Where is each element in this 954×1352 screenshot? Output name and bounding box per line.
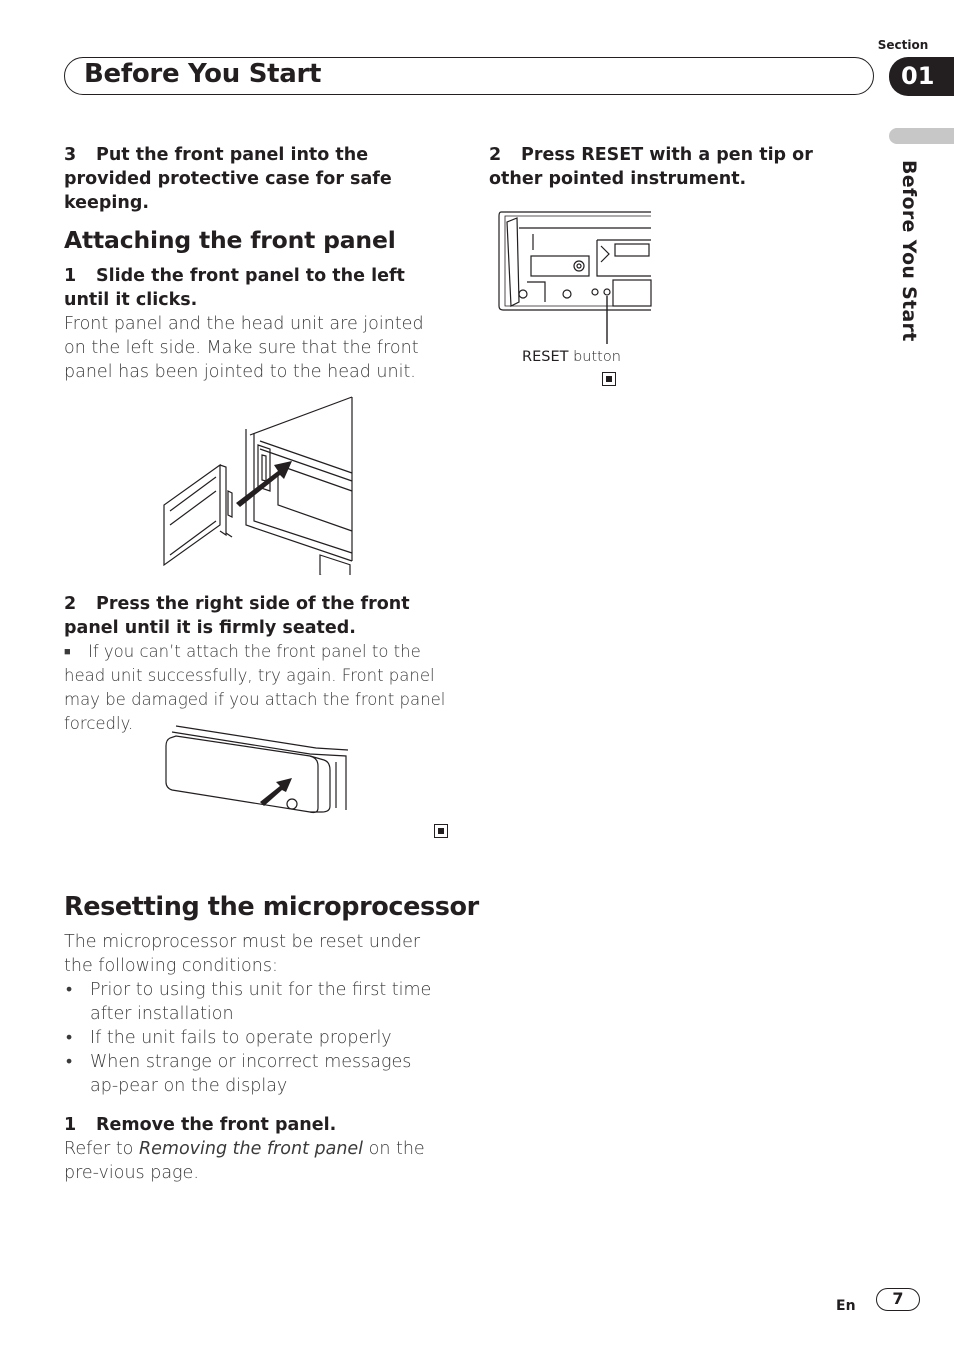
section-number-badge: 01 (889, 57, 954, 96)
page-title: Before You Start (84, 59, 322, 89)
step-number: 2 (64, 594, 77, 614)
step-text: Slide the front panel to the left until it clicks. (64, 266, 405, 310)
section-label: Section (877, 38, 929, 52)
list-item: • Prior to using this unit for the first time after installation (64, 978, 439, 1026)
illustration-reset-button-location (497, 210, 653, 346)
step-number: 1 (64, 1115, 77, 1135)
step-1-body-reference (64, 1137, 439, 1185)
end-of-section-mark (434, 824, 448, 838)
step-number: 2 (489, 145, 502, 165)
reference-title: Removing the front panel (138, 1139, 364, 1159)
reset-button-callout (522, 349, 621, 365)
step-1-body: Front panel and the head unit are jointed on the left side. Make sure that the front panel has been jointed to the head unit. (64, 314, 424, 382)
reference-suffix: on the pre-vious page. (64, 1139, 425, 1183)
step-text: Press RESET with a pen tip or other pointed instrument. (489, 145, 813, 189)
step-3-put-in-case (64, 143, 444, 215)
note-text: If you can’t attach the front panel to the head unit successfully, try again. Front panel may be damaged if you attach the front panel forcedly. (64, 642, 446, 733)
resetting-conditions-list (64, 978, 439, 1098)
list-item: • If the unit fails to operate properly (64, 1026, 439, 1050)
list-item: • When strange or incorrect messages ap-pear on the display (64, 1050, 439, 1098)
illustration-press-front-panel (160, 722, 360, 822)
resetting-intro: The microprocessor must be reset under the following conditions: (64, 932, 421, 976)
reference-prefix: Refer to (64, 1139, 139, 1159)
side-tab-label: Before You Start (898, 160, 920, 342)
callout-bold: RESET (522, 349, 569, 365)
step-number: 3 (64, 145, 77, 165)
footer-language: En (836, 1298, 856, 1314)
illustration-slide-front-panel (160, 395, 360, 575)
step-text: Remove the front panel. (96, 1115, 337, 1135)
step-text: Press the right side of the front panel until it is firmly seated. (64, 594, 410, 638)
step-number: 1 (64, 266, 77, 286)
step-2-press-reset (489, 143, 849, 191)
side-tab-marker (889, 128, 954, 144)
heading-resetting-microprocessor: Resetting the microprocessor (64, 892, 479, 922)
step-1-slide-panel (64, 264, 449, 312)
heading-attaching-front-panel: Attaching the front panel (64, 226, 396, 254)
step-text: Put the front panel into the provided protective case for safe keeping. (64, 145, 392, 213)
step-1-remove-front-panel (64, 1113, 449, 1137)
note-mark: ■ (64, 645, 71, 658)
step-2-press-right-side (64, 592, 449, 640)
page-number: 7 (876, 1288, 920, 1311)
end-of-section-mark (602, 372, 616, 386)
callout-text: button (568, 349, 621, 365)
